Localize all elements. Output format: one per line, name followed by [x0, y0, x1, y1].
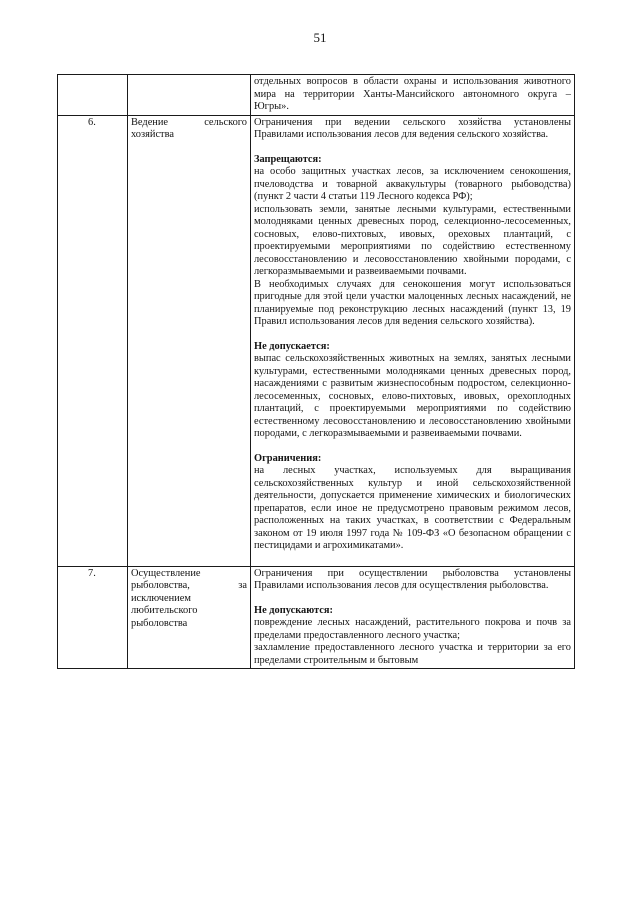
paragraph: повреждение лесных насаждений, растительного покрова и почв за пределами предоставленного лесного участка; — [254, 617, 571, 641]
paragraph: В необходимых случаях для сенокошения могут использоваться пригодные для этой цели участки малоценных лесных насаждений, не планируемые под реконструкцию лесных насаждений (пункт 13, 19 Правил использования лесов для ведения сельского хозяйства). — [254, 278, 571, 327]
paragraph: отдельных вопросов в области охраны и использования животного мира на территории Ханты-Мансийского автономного округа – Югры». — [254, 76, 571, 112]
row-number — [58, 75, 128, 116]
restrictions-cell — [251, 115, 575, 566]
section-heading: Не допускаются: — [254, 604, 333, 616]
paragraph: на лесных участках, используемых для выращивания сельскохозяйственных культур и иной сельскохозяйственной деятельности, допускается применение химических и биологических препаратов, если иное не предусмотрено правовым режимом лесов, расположенных на таких участках, в соответствии с Федеральным законом от 19 июля 1997 года № 109-ФЗ «О безопасном обращении с пестицидами и агрохимикатами». — [254, 465, 571, 551]
table-row — [58, 566, 575, 669]
paragraph: выпас сельскохозяйственных животных на землях, занятых лесными культурами, естественными молодняками ценных древесных пород, насаждениями с развитым жизнеспособным подростом, селекционно-лесосеменных, сосновых, елово-пихтовых, ивовых, орехоплодных плантаций, с проектируемыми мероприятиями по содействию естественному лесовосстановлению и лесовосстановлению хвойными породами, с легкоразмываемыми и развеиваемыми почвами. — [254, 353, 571, 439]
table-row — [58, 115, 575, 566]
restrictions-cell — [251, 566, 575, 669]
restrictions-cell — [251, 75, 575, 116]
paragraph: на особо защитных участках лесов, за исключением сенокошения, пчеловодства и товарной аквакультуры (товарного рыбоводства) (пункт 2 части 4 статьи 119 Лесного кодекса РФ); — [254, 166, 571, 202]
section-heading: Запрещаются: — [254, 153, 322, 165]
activity-name — [128, 75, 251, 116]
activity-name: Ведение сельского хозяйства — [128, 115, 251, 566]
row-number: 7. — [58, 566, 128, 669]
activity-name: Осуществление рыболовства, за исключением любительского рыболовства — [128, 566, 251, 669]
page-number: 51 — [313, 30, 327, 45]
paragraph: Ограничения при ведении сельского хозяйства установлены Правилами использования лесов для ведения сельского хозяйства. — [254, 116, 571, 140]
row-number: 6. — [58, 115, 128, 566]
section-heading: Ограничения: — [254, 452, 322, 464]
spacer — [254, 553, 571, 565]
paragraph: захламление предоставленного лесного участка и территории за его пределами строительным и бытовым — [254, 642, 571, 666]
section-heading: Не допускается: — [254, 340, 330, 352]
table-row — [58, 75, 575, 116]
paragraph: использовать земли, занятые лесными культурами, естественными молодняками ценных древесных пород, селекционно-лесосеменных, сосновых, елово-пихтовых, ивовых, ореховых плантаций, с проектируемыми мероприятиями по содействию естественному лесовосстановлению и лесовосстановлению хвойными породами, с легкоразмываемыми и развеиваемыми почвами. — [254, 203, 571, 277]
regulation-table — [57, 74, 575, 669]
paragraph: Ограничения при осуществлении рыболовства установлены Правилами использования лесов для осуществления рыболовства. — [254, 567, 571, 591]
